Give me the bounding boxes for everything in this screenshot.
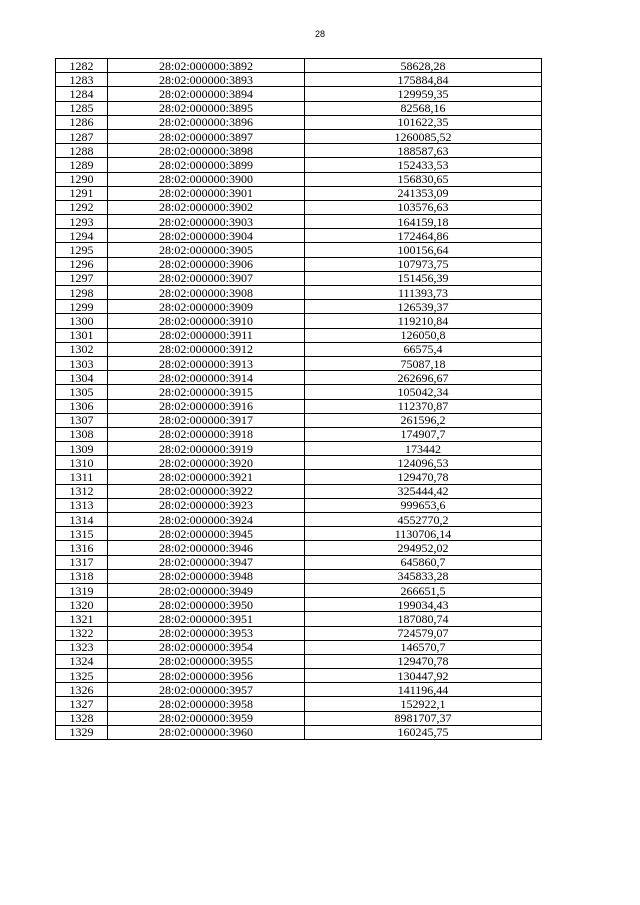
row-number-cell: 1316 [56, 541, 108, 555]
cadastral-number-cell: 28:02:000000:3898 [108, 144, 305, 158]
cadastral-number-cell: 28:02:000000:3958 [108, 697, 305, 711]
row-number-cell: 1324 [56, 654, 108, 668]
cadastral-number-cell: 28:02:000000:3922 [108, 484, 305, 498]
table-row [56, 513, 542, 527]
row-number-cell: 1318 [56, 569, 108, 583]
cadastral-value-cell: 262696,67 [305, 371, 542, 385]
cadastral-value-cell: 152433,53 [305, 158, 542, 172]
cadastral-value-cell: 75087,18 [305, 356, 542, 370]
table-row [56, 371, 542, 385]
table-row [56, 427, 542, 441]
table-row [56, 470, 542, 484]
cadastral-value-cell: 111393,73 [305, 286, 542, 300]
cadastral-value-cell: 130447,92 [305, 669, 542, 683]
row-number-cell: 1328 [56, 711, 108, 725]
cadastral-number-cell: 28:02:000000:3895 [108, 101, 305, 115]
row-number-cell: 1299 [56, 300, 108, 314]
table-row [56, 683, 542, 697]
row-number-cell: 1325 [56, 669, 108, 683]
row-number-cell: 1310 [56, 456, 108, 470]
cadastral-number-cell: 28:02:000000:3947 [108, 555, 305, 569]
row-number-cell: 1289 [56, 158, 108, 172]
cadastral-number-cell: 28:02:000000:3909 [108, 300, 305, 314]
row-number-cell: 1294 [56, 229, 108, 243]
table-row [56, 711, 542, 725]
cadastral-value-cell: 345833,28 [305, 569, 542, 583]
row-number-cell: 1301 [56, 328, 108, 342]
row-number-cell: 1290 [56, 172, 108, 186]
cadastral-value-table [55, 58, 542, 740]
cadastral-number-cell: 28:02:000000:3916 [108, 399, 305, 413]
table-row [56, 101, 542, 115]
table-row [56, 129, 542, 143]
cadastral-number-cell: 28:02:000000:3918 [108, 427, 305, 441]
row-number-cell: 1320 [56, 598, 108, 612]
cadastral-value-cell: 173442 [305, 442, 542, 456]
cadastral-value-cell: 100156,64 [305, 243, 542, 257]
cadastral-number-cell: 28:02:000000:3894 [108, 87, 305, 101]
cadastral-number-cell: 28:02:000000:3959 [108, 711, 305, 725]
cadastral-value-cell: 266651,5 [305, 583, 542, 597]
cadastral-value-cell: 129470,78 [305, 654, 542, 668]
cadastral-value-cell: 188587,63 [305, 144, 542, 158]
cadastral-value-cell: 172464,86 [305, 229, 542, 243]
cadastral-number-cell: 28:02:000000:3902 [108, 200, 305, 214]
cadastral-value-cell: 174907,7 [305, 427, 542, 441]
cadastral-number-cell: 28:02:000000:3946 [108, 541, 305, 555]
cadastral-value-cell: 112370,87 [305, 399, 542, 413]
cadastral-number-cell: 28:02:000000:3900 [108, 172, 305, 186]
cadastral-number-cell: 28:02:000000:3899 [108, 158, 305, 172]
row-number-cell: 1296 [56, 257, 108, 271]
table-row [56, 286, 542, 300]
cadastral-number-cell: 28:02:000000:3908 [108, 286, 305, 300]
row-number-cell: 1329 [56, 725, 108, 739]
table-row [56, 385, 542, 399]
cadastral-value-cell: 164159,18 [305, 215, 542, 229]
table-row [56, 640, 542, 654]
cadastral-value-cell: 294952,02 [305, 541, 542, 555]
cadastral-value-cell: 261596,2 [305, 413, 542, 427]
table-row [56, 314, 542, 328]
cadastral-number-cell: 28:02:000000:3955 [108, 654, 305, 668]
row-number-cell: 1292 [56, 200, 108, 214]
cadastral-number-cell: 28:02:000000:3960 [108, 725, 305, 739]
cadastral-value-cell: 724579,07 [305, 626, 542, 640]
row-number-cell: 1315 [56, 527, 108, 541]
cadastral-value-cell: 156830,65 [305, 172, 542, 186]
cadastral-number-cell: 28:02:000000:3913 [108, 356, 305, 370]
table-row [56, 442, 542, 456]
table-row [56, 300, 542, 314]
row-number-cell: 1295 [56, 243, 108, 257]
cadastral-number-cell: 28:02:000000:3923 [108, 498, 305, 512]
row-number-cell: 1304 [56, 371, 108, 385]
cadastral-value-cell: 66575,4 [305, 342, 542, 356]
cadastral-value-cell: 160245,75 [305, 725, 542, 739]
cadastral-number-cell: 28:02:000000:3919 [108, 442, 305, 456]
cadastral-number-cell: 28:02:000000:3903 [108, 215, 305, 229]
cadastral-value-cell: 126539,37 [305, 300, 542, 314]
row-number-cell: 1285 [56, 101, 108, 115]
table-row [56, 257, 542, 271]
row-number-cell: 1312 [56, 484, 108, 498]
row-number-cell: 1327 [56, 697, 108, 711]
cadastral-number-cell: 28:02:000000:3951 [108, 612, 305, 626]
cadastral-value-cell: 645860,7 [305, 555, 542, 569]
row-number-cell: 1297 [56, 271, 108, 285]
table-row [56, 399, 542, 413]
table-row [56, 612, 542, 626]
cadastral-value-cell: 126050,8 [305, 328, 542, 342]
table-row [56, 73, 542, 87]
row-number-cell: 1323 [56, 640, 108, 654]
cadastral-number-cell: 28:02:000000:3956 [108, 669, 305, 683]
row-number-cell: 1313 [56, 498, 108, 512]
row-number-cell: 1317 [56, 555, 108, 569]
row-number-cell: 1306 [56, 399, 108, 413]
cadastral-number-cell: 28:02:000000:3911 [108, 328, 305, 342]
cadastral-number-cell: 28:02:000000:3907 [108, 271, 305, 285]
page-number: 28 [314, 29, 325, 39]
table-row [56, 598, 542, 612]
cadastral-number-cell: 28:02:000000:3957 [108, 683, 305, 697]
cadastral-value-cell: 8981707,37 [305, 711, 542, 725]
table-row [56, 569, 542, 583]
table-row [56, 626, 542, 640]
row-number-cell: 1309 [56, 442, 108, 456]
cadastral-value-cell: 146570,7 [305, 640, 542, 654]
cadastral-number-cell: 28:02:000000:3914 [108, 371, 305, 385]
table-row [56, 484, 542, 498]
row-number-cell: 1305 [56, 385, 108, 399]
cadastral-number-cell: 28:02:000000:3945 [108, 527, 305, 541]
table-row [56, 583, 542, 597]
row-number-cell: 1322 [56, 626, 108, 640]
row-number-cell: 1314 [56, 513, 108, 527]
table-row [56, 172, 542, 186]
cadastral-number-cell: 28:02:000000:3912 [108, 342, 305, 356]
table-row [56, 498, 542, 512]
cadastral-number-cell: 28:02:000000:3905 [108, 243, 305, 257]
cadastral-number-cell: 28:02:000000:3949 [108, 583, 305, 597]
table-row [56, 342, 542, 356]
table-row [56, 158, 542, 172]
cadastral-value-cell: 129470,78 [305, 470, 542, 484]
row-number-cell: 1319 [56, 583, 108, 597]
cadastral-value-cell: 141196,44 [305, 683, 542, 697]
row-number-cell: 1326 [56, 683, 108, 697]
cadastral-value-cell: 129959,35 [305, 87, 542, 101]
row-number-cell: 1303 [56, 356, 108, 370]
table-row [56, 215, 542, 229]
table-row [56, 87, 542, 101]
cadastral-number-cell: 28:02:000000:3917 [108, 413, 305, 427]
cadastral-number-cell: 28:02:000000:3953 [108, 626, 305, 640]
cadastral-value-cell: 151456,39 [305, 271, 542, 285]
table-body [56, 59, 542, 740]
row-number-cell: 1321 [56, 612, 108, 626]
cadastral-value-cell: 1130706,14 [305, 527, 542, 541]
cadastral-number-cell: 28:02:000000:3954 [108, 640, 305, 654]
cadastral-number-cell: 28:02:000000:3897 [108, 129, 305, 143]
table-row [56, 144, 542, 158]
table-row [56, 59, 542, 73]
cadastral-value-cell: 103576,63 [305, 200, 542, 214]
row-number-cell: 1300 [56, 314, 108, 328]
cadastral-value-cell: 187080,74 [305, 612, 542, 626]
cadastral-number-cell: 28:02:000000:3896 [108, 115, 305, 129]
cadastral-number-cell: 28:02:000000:3915 [108, 385, 305, 399]
cadastral-number-cell: 28:02:000000:3904 [108, 229, 305, 243]
table-row [56, 527, 542, 541]
row-number-cell: 1288 [56, 144, 108, 158]
row-number-cell: 1286 [56, 115, 108, 129]
cadastral-value-cell: 105042,34 [305, 385, 542, 399]
table-row [56, 200, 542, 214]
table-row [56, 186, 542, 200]
table-row [56, 541, 542, 555]
cadastral-number-cell: 28:02:000000:3892 [108, 59, 305, 73]
cadastral-value-cell: 58628,28 [305, 59, 542, 73]
row-number-cell: 1284 [56, 87, 108, 101]
row-number-cell: 1308 [56, 427, 108, 441]
row-number-cell: 1287 [56, 129, 108, 143]
cadastral-value-cell: 152922,1 [305, 697, 542, 711]
cadastral-value-cell: 101622,35 [305, 115, 542, 129]
cadastral-value-cell: 4552770,2 [305, 513, 542, 527]
row-number-cell: 1307 [56, 413, 108, 427]
cadastral-number-cell: 28:02:000000:3906 [108, 257, 305, 271]
table-row [56, 669, 542, 683]
cadastral-number-cell: 28:02:000000:3924 [108, 513, 305, 527]
row-number-cell: 1302 [56, 342, 108, 356]
row-number-cell: 1282 [56, 59, 108, 73]
cadastral-value-cell: 199034,43 [305, 598, 542, 612]
table-row [56, 229, 542, 243]
cadastral-number-cell: 28:02:000000:3893 [108, 73, 305, 87]
table-row [56, 725, 542, 739]
cadastral-value-cell: 119210,84 [305, 314, 542, 328]
row-number-cell: 1291 [56, 186, 108, 200]
table-row [56, 654, 542, 668]
table-row [56, 555, 542, 569]
cadastral-number-cell: 28:02:000000:3920 [108, 456, 305, 470]
cadastral-number-cell: 28:02:000000:3921 [108, 470, 305, 484]
cadastral-number-cell: 28:02:000000:3910 [108, 314, 305, 328]
row-number-cell: 1293 [56, 215, 108, 229]
table-row [56, 271, 542, 285]
cadastral-value-cell: 241353,09 [305, 186, 542, 200]
table-row [56, 115, 542, 129]
cadastral-value-cell: 1260085,52 [305, 129, 542, 143]
cadastral-number-cell: 28:02:000000:3948 [108, 569, 305, 583]
table-row [56, 328, 542, 342]
cadastral-value-cell: 107973,75 [305, 257, 542, 271]
row-number-cell: 1298 [56, 286, 108, 300]
cadastral-number-cell: 28:02:000000:3901 [108, 186, 305, 200]
table-row [56, 413, 542, 427]
table-row [56, 697, 542, 711]
cadastral-value-cell: 999653,6 [305, 498, 542, 512]
table-row [56, 456, 542, 470]
table-row [56, 243, 542, 257]
cadastral-value-cell: 325444,42 [305, 484, 542, 498]
cadastral-value-cell: 82568,16 [305, 101, 542, 115]
cadastral-value-cell: 175884,84 [305, 73, 542, 87]
cadastral-number-cell: 28:02:000000:3950 [108, 598, 305, 612]
row-number-cell: 1283 [56, 73, 108, 87]
row-number-cell: 1311 [56, 470, 108, 484]
table-row [56, 356, 542, 370]
cadastral-value-cell: 124096,53 [305, 456, 542, 470]
